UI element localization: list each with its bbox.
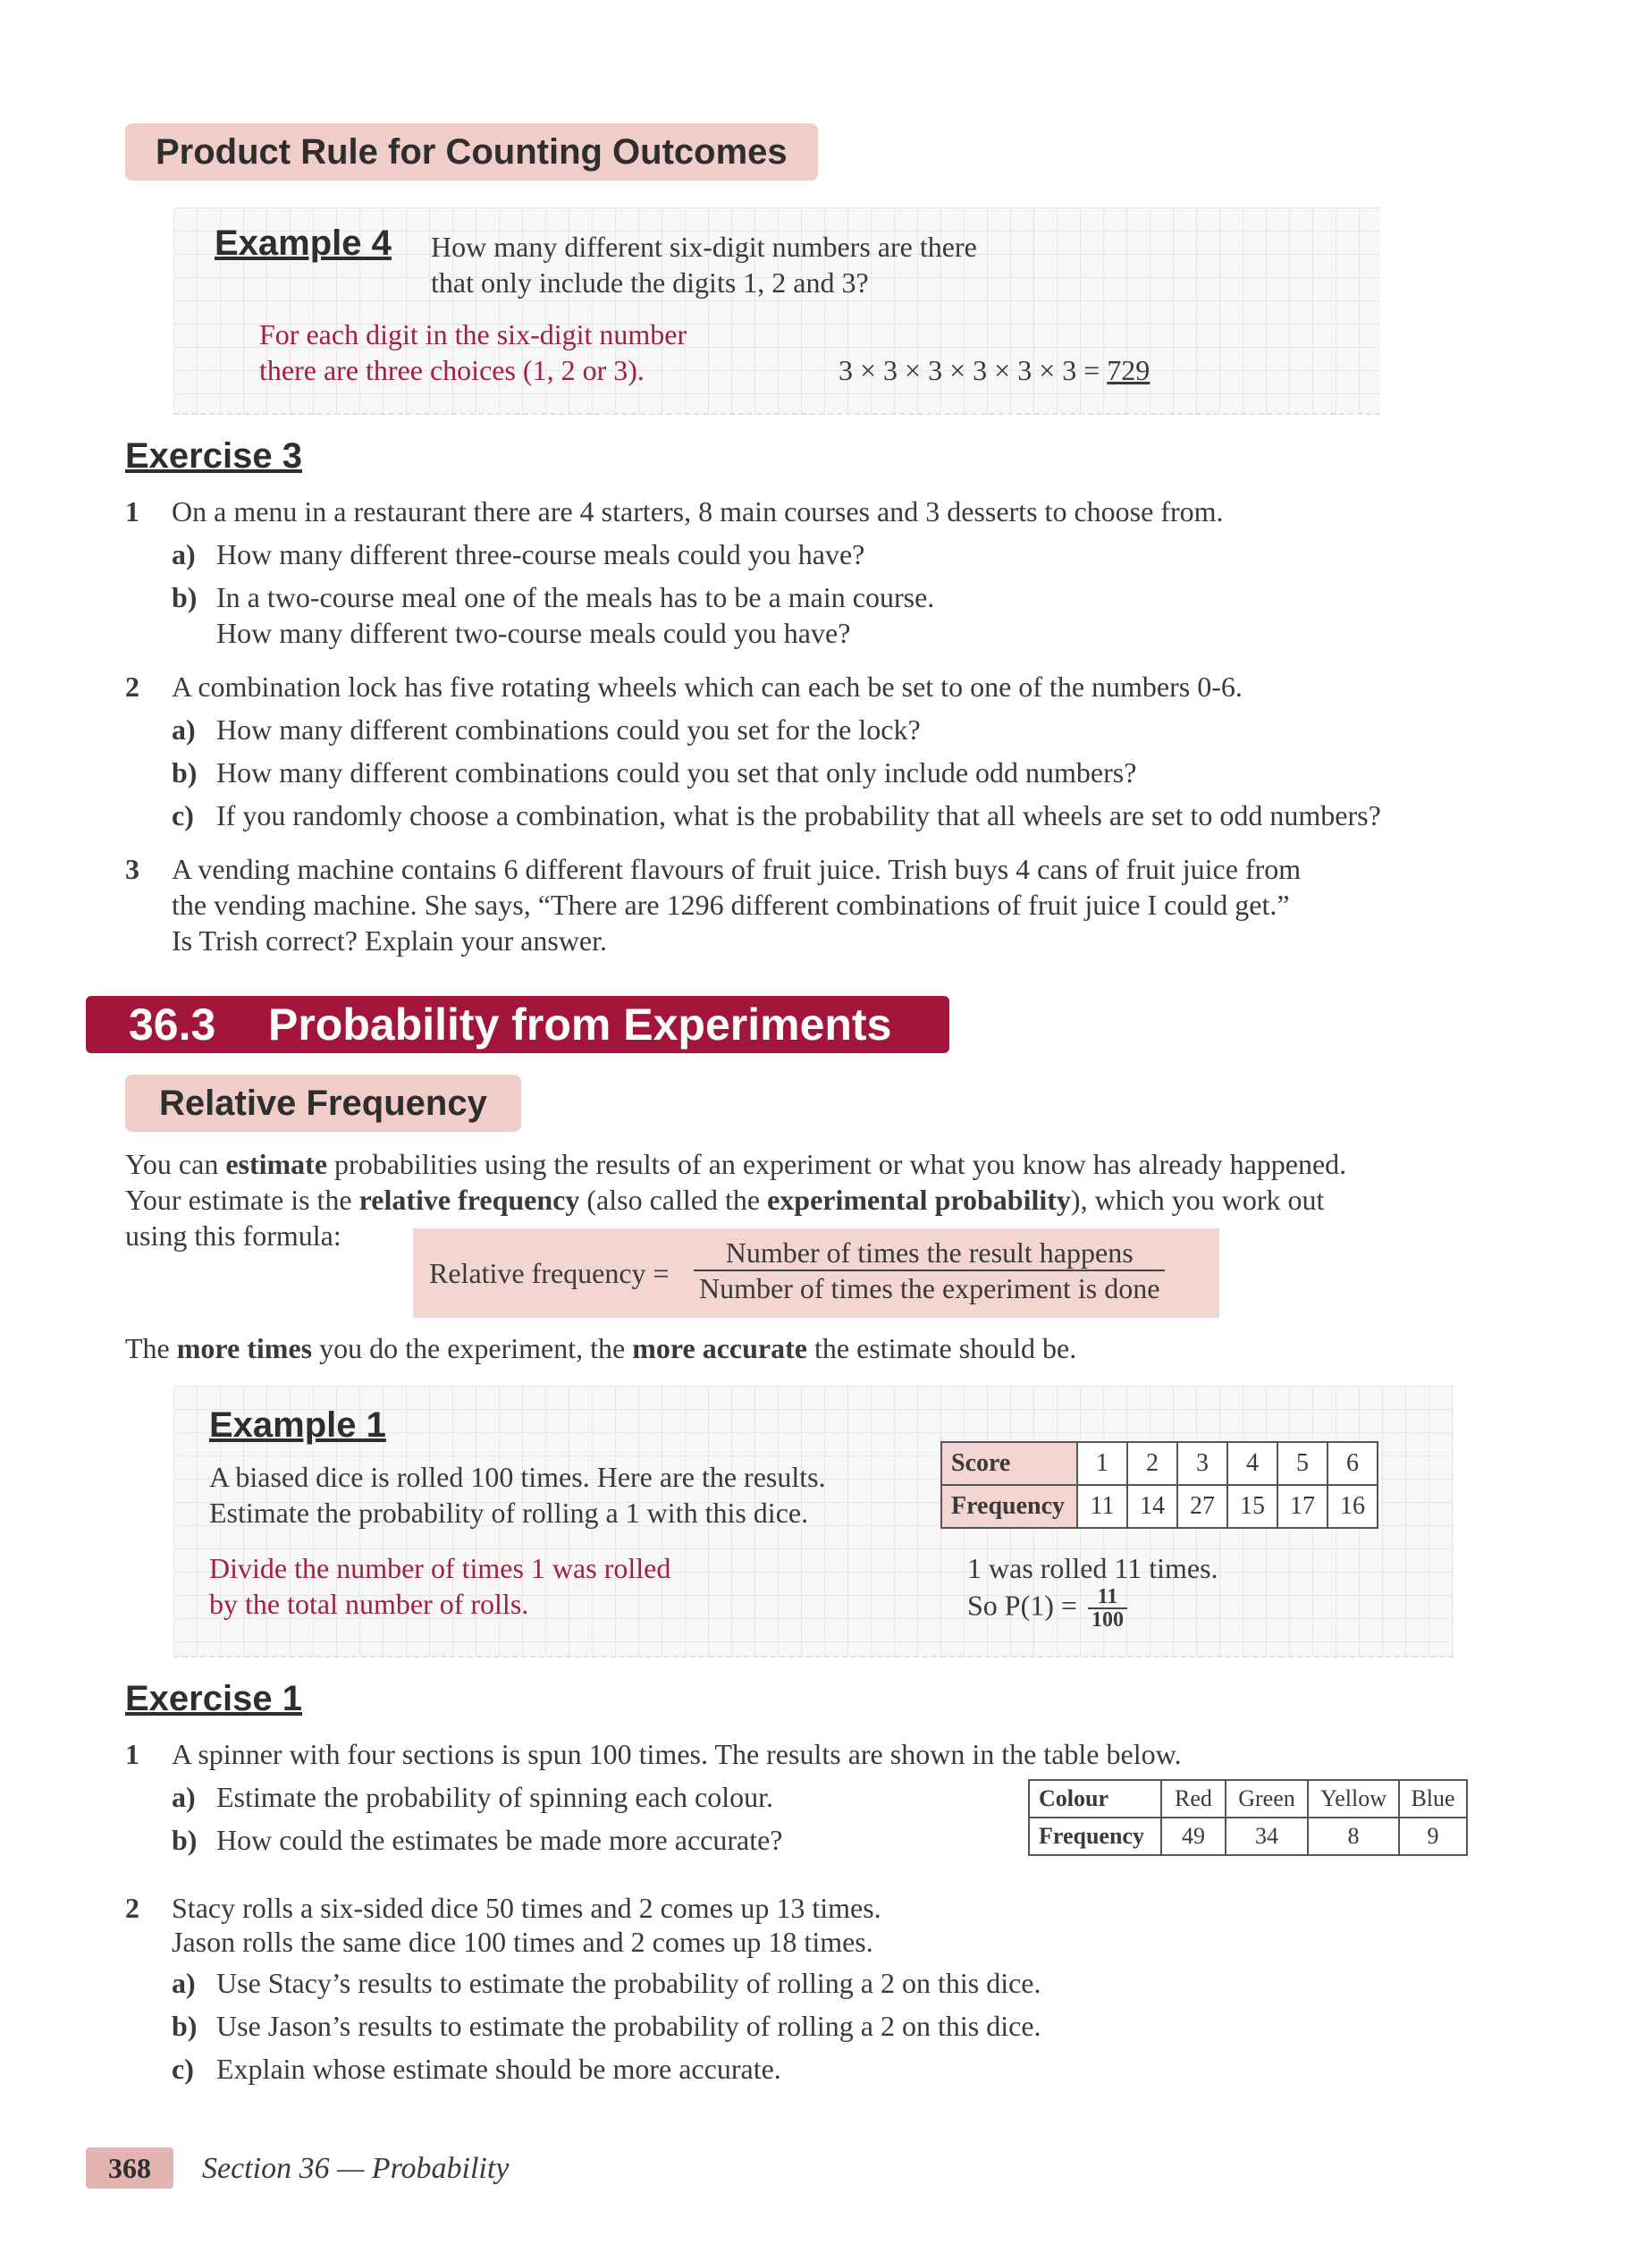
spinner-colour-cell: Blue: [1399, 1780, 1467, 1818]
ex3-q2-number: 2: [125, 671, 139, 703]
product-rule-heading: Product Rule for Counting Outcomes: [125, 123, 818, 181]
spinner-colour-row: [1029, 1780, 1467, 1818]
dice-frequency-header: Frequency: [941, 1485, 1077, 1528]
rf-paragraph-line-4: [125, 1330, 1076, 1366]
example-1-title: Example 1: [209, 1405, 386, 1445]
ex3-q1-a-text: How many different three-course meals could you have?: [216, 538, 865, 570]
example-4-question-line-2: that only include the digits 1, 2 and 3?: [431, 266, 869, 299]
example-1-hint-line-1: Divide the number of times 1 was rolled: [209, 1552, 671, 1584]
spinner-frequency-row: [1029, 1818, 1467, 1855]
spinner-colour-cell: Green: [1226, 1780, 1308, 1818]
dice-frequency-cell: 15: [1227, 1485, 1277, 1528]
ex3-q1-a-label: a): [172, 538, 196, 570]
dice-score-cell: 5: [1277, 1442, 1328, 1485]
ex1-q2-c-text: Explain whose estimate should be more accurate.: [216, 2053, 781, 2085]
page-number: 368: [86, 2147, 173, 2189]
rf-p4-c: you do the experiment, the: [312, 1332, 633, 1364]
dice-frequency-cell: 17: [1277, 1485, 1328, 1528]
spinner-colour-header: Colour: [1029, 1780, 1161, 1818]
dice-score-header: Score: [941, 1442, 1077, 1485]
ex1-q1-b-label: b): [172, 1824, 198, 1856]
rf-paragraph-line-1: [125, 1146, 1346, 1182]
ex1-q2-line-1: Stacy rolls a six-sided dice 50 times and 2 comes up 13 times.: [172, 1892, 881, 1924]
rf-p4-a: The: [125, 1332, 177, 1364]
dice-frequency-row: [941, 1485, 1378, 1528]
ex3-q2-a-text: How many different combinations could you set for the lock?: [216, 713, 921, 746]
example-4-hint-line-2: there are three choices (1, 2 or 3).: [259, 354, 645, 386]
ex3-q3-line-3: Is Trish correct? Explain your answer.: [172, 924, 608, 957]
section-number: 36.3: [129, 1000, 216, 1050]
ex1-q2-b-label: b): [172, 2010, 198, 2042]
section-title: Probability from Experiments: [268, 1000, 892, 1050]
section-banner: [86, 996, 949, 1053]
ex3-q3-number: 3: [125, 853, 139, 885]
ex1-q1-number: 1: [125, 1738, 139, 1770]
example-4-title: Example 4: [215, 224, 392, 263]
rf-p2-c: (also called the: [579, 1184, 768, 1216]
example-1-answer-line-2: [967, 1586, 1127, 1631]
ex1-q2-b-text: Use Jason’s results to estimate the probability of rolling a 2 on this dice.: [216, 2010, 1041, 2042]
rf-p2-d: experimental probability: [767, 1184, 1071, 1216]
example-4-hint-line-1: For each digit in the six-digit number: [259, 318, 687, 350]
rf-p4-e: the estimate should be.: [806, 1332, 1077, 1364]
dice-frequency-cell: 16: [1328, 1485, 1378, 1528]
ex3-q2-c-text: If you randomly choose a combination, what is the probability that all wheels are set to odd numbers?: [216, 799, 1381, 831]
dice-score-cell: 2: [1127, 1442, 1177, 1485]
ex3-q1-number: 1: [125, 495, 139, 527]
rf-p4-d: more accurate: [632, 1332, 807, 1364]
ex3-q2-b-label: b): [172, 756, 198, 789]
spinner-colour-cell: Red: [1161, 1780, 1226, 1818]
dice-frequency-cell: 11: [1077, 1485, 1127, 1528]
dice-score-cell: 4: [1227, 1442, 1277, 1485]
exercise-1-title: Exercise 1: [125, 1679, 302, 1718]
dice-score-cell: 1: [1077, 1442, 1127, 1485]
spinner-frequency-cell: 9: [1399, 1818, 1467, 1855]
example-1-answer-fraction: [1088, 1586, 1127, 1631]
dice-score-cell: 6: [1328, 1442, 1378, 1485]
ex3-q1-b-text-line-2: How many different two-course meals could you have?: [216, 617, 851, 649]
ex3-q2-text: A combination lock has five rotating wheels which can each be set to one of the numbers 0-6.: [172, 671, 1243, 703]
formula-lhs: Relative frequency =: [429, 1257, 670, 1289]
example-1-question-line-1: A biased dice is rolled 100 times. Here are the results.: [209, 1461, 826, 1493]
dice-score-row: [941, 1442, 1378, 1485]
ex1-q2-line-2: Jason rolls the same dice 100 times and 2 comes up 18 times.: [172, 1926, 873, 1958]
example-4-answer: 729: [1107, 354, 1150, 386]
example-1-answer-denominator: 100: [1091, 1608, 1124, 1632]
ex3-q1-text: On a menu in a restaurant there are 4 starters, 8 main courses and 3 desserts to choose from.: [172, 495, 1224, 527]
rf-paragraph-line-2: [125, 1182, 1324, 1218]
formula-fraction: [694, 1236, 1165, 1305]
ex3-q2-c-label: c): [172, 799, 194, 831]
example-4-working: [839, 352, 1150, 388]
ex1-q1-a-label: a): [172, 1781, 196, 1813]
ex1-q1-a-text: Estimate the probability of spinning each colour.: [216, 1781, 773, 1813]
exercise-3-title: Exercise 3: [125, 436, 302, 476]
rf-p1-b: estimate: [225, 1148, 328, 1180]
dice-frequency-cell: 27: [1177, 1485, 1227, 1528]
rf-paragraph-line-3: using this formula:: [125, 1219, 341, 1252]
example-4-working-text: 3 × 3 × 3 × 3 × 3 × 3 =: [839, 354, 1108, 386]
rf-p2-e: ), which you work out: [1070, 1184, 1325, 1216]
ex1-q2-number: 2: [125, 1892, 139, 1924]
ex1-q2-a-text: Use Stacy’s results to estimate the probability of rolling a 2 on this dice.: [216, 1967, 1041, 1999]
ex1-q1-b-text: How could the estimates be made more accurate?: [216, 1824, 783, 1856]
relative-frequency-heading: Relative Frequency: [125, 1075, 521, 1132]
spinner-results-table: [1028, 1779, 1468, 1856]
spinner-frequency-header: Frequency: [1029, 1818, 1161, 1855]
spinner-colour-cell: Yellow: [1308, 1780, 1399, 1818]
formula-box: [413, 1228, 1219, 1318]
example-1-answer-numerator: 11: [1088, 1586, 1127, 1609]
formula-denominator: Number of times the experiment is done: [699, 1272, 1160, 1304]
example-1-answer-prefix: So P(1) =: [967, 1589, 1084, 1622]
ex1-q2-a-label: a): [172, 1967, 196, 1999]
footer-section-label: Section 36 — Probability: [202, 2152, 510, 2185]
dice-frequency-cell: 14: [1127, 1485, 1177, 1528]
ex3-q1-b-text-line-1: In a two-course meal one of the meals has to be a main course.: [216, 581, 935, 613]
rf-p1-a: You can: [125, 1148, 226, 1180]
rf-p2-b: relative frequency: [358, 1184, 580, 1216]
rf-p1-c: probabilities using the results of an experiment or what you know has already happened.: [327, 1148, 1347, 1180]
spinner-frequency-cell: 49: [1161, 1818, 1226, 1855]
ex3-q3-line-1: A vending machine contains 6 different flavours of fruit juice. Trish buys 4 cans of fruit juice from: [172, 853, 1302, 885]
example-4-question-line-1: How many different six-digit numbers are there: [431, 231, 977, 263]
example-1-answer-line-1: 1 was rolled 11 times.: [967, 1552, 1218, 1584]
spinner-frequency-cell: 8: [1308, 1818, 1399, 1855]
dice-score-cell: 3: [1177, 1442, 1227, 1485]
ex3-q1-b-label: b): [172, 581, 198, 613]
ex1-q1-text: A spinner with four sections is spun 100 times. The results are shown in the table below.: [172, 1738, 1182, 1770]
ex3-q2-b-text: How many different combinations could you set that only include odd numbers?: [216, 756, 1137, 789]
example-1-question-line-2: Estimate the probability of rolling a 1 with this dice.: [209, 1497, 809, 1529]
ex3-q3-line-2: the vending machine. She says, “There are 1296 different combinations of fruit juice I could get.”: [172, 889, 1290, 921]
spinner-frequency-cell: 34: [1226, 1818, 1308, 1855]
rf-p4-b: more times: [176, 1332, 313, 1364]
formula-numerator: Number of times the result happens: [694, 1236, 1165, 1271]
dice-results-table: [940, 1441, 1378, 1529]
ex1-q2-c-label: c): [172, 2053, 194, 2085]
rf-p2-a: Your estimate is the: [125, 1184, 359, 1216]
ex3-q2-a-label: a): [172, 713, 196, 746]
example-1-hint-line-2: by the total number of rolls.: [209, 1588, 529, 1620]
